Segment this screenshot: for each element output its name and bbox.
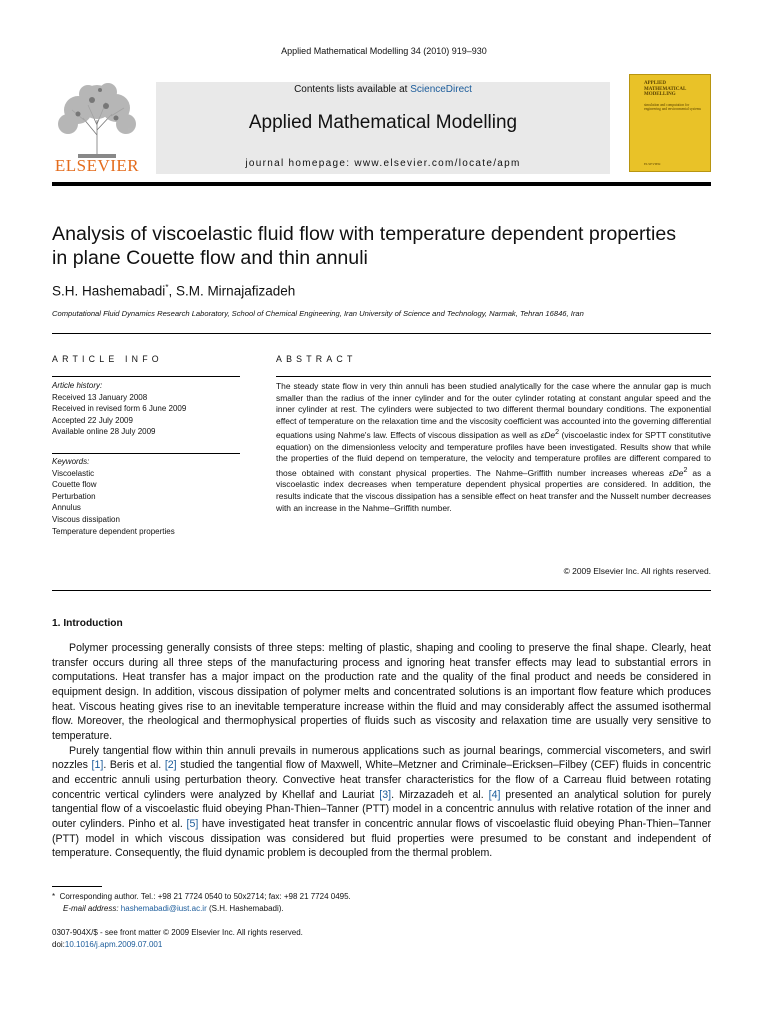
introduction-body — [52, 641, 711, 861]
footnote-text: Corresponding author. Tel.: +98 21 7724 0540 to 50x2714; fax: +98 21 7724 0495. — [59, 892, 351, 901]
symbol-eps-de: εDe — [540, 430, 556, 441]
citation-link[interactable]: [2] — [164, 759, 177, 772]
text-span: studied the tangential flow of Maxwell, White–Metzner and Criminale–Ericksen–Filbey (CEF) fluids in concentric and eccentric annuli using perturbation theory. Convective heat transfer characteristics for the flow of a Carreau fluid between rotating concentric vertical cylinders were analyzed by Khellaf and Lauriat — [52, 759, 711, 801]
text-span: have investigated heat transfer in concentric annular flows of viscoelastic fluid obeying Phan-Thien–Tanner (PTT) model in which viscous dissipation was considered but fluid properties were presumed to be constant and independent of temperature. Consequently, the fluid dynamic problem is decoupled from the thermal problem. — [52, 817, 711, 860]
abstract-bottom-divider — [52, 590, 711, 591]
text-span: Purely tangential flow within thin annuli prevails in numerous applications such as journal bearings, commercial viscometers, and swirl nozzles — [52, 744, 711, 772]
footnote — [52, 891, 711, 915]
keyword: Perturbation — [52, 491, 96, 501]
keyword: Couette flow — [52, 480, 97, 490]
footnote-divider — [52, 886, 102, 887]
front-matter — [52, 927, 711, 951]
journal-title: Applied Mathematical Modelling — [248, 112, 518, 133]
keyword: Viscous dissipation — [52, 514, 120, 524]
superscript: 2 — [555, 429, 560, 437]
doi-label: doi: — [52, 940, 65, 949]
footnote-corresponding — [52, 891, 711, 903]
keywords — [52, 456, 240, 537]
affiliation: Computational Fluid Dynamics Research Laboratory, School of Chemical Engineering, Iran University of Science and Technology, Narmak, Tehran 16846, Iran — [52, 309, 584, 318]
email-link[interactable]: hashemabadi@iust.ac.ir — [120, 904, 207, 913]
citation-link[interactable]: [1] — [91, 759, 104, 772]
corresponding-author-mark[interactable]: * — [165, 283, 169, 292]
author-2: , S.M. Mirnajafizadeh — [168, 283, 296, 299]
history-label: Article history: — [52, 381, 103, 390]
footnote-email-line — [52, 903, 711, 915]
affiliation-divider — [52, 333, 711, 334]
intro-paragraph-1: Polymer processing generally consists of three steps: melting of plastic, shaping and cooling to preserve the final shape. Clearly, heat transfer occurs during all three steps of the manufacturing process and ignoring heat transfer effects may lead to substantial errors in computations. Heat transfer has a major impact on the production rate and the quality of the final product and needs be considered in equipment design. In addition, viscous dissipation of polymer melts and concentrated solutions is an important flow feature which produces heat. Viscous heating gives rise to an inevitable temperature increase within the fluid and may considerably affect the assumed isothermal flow. Moreover, the rheological and thermophysical properties of fluids such as viscosity and relaxation time are usually very sensitive to temperature. — [52, 642, 711, 742]
keywords-label: Keywords: — [52, 457, 90, 466]
text-span: . Mirzazadeh et al. — [391, 788, 489, 801]
article-info-heading: ARTICLE INFO — [52, 354, 163, 364]
doi-link[interactable]: 10.1016/j.apm.2009.07.001 — [64, 940, 163, 949]
article-title-line2: in plane Couette flow and thin annuli — [52, 247, 368, 269]
doi-line — [52, 939, 711, 951]
abstract-part2: (viscoelastic index for SPTT constitutive equation) on the dimensionless velocity and temperature profiles have been investigated. Results show that while the properties of the fluid depend on temperature, the velocity and temperature profiles are different compared to those obtained with constant physical properties. The Nahme–Griffith number increases whereas — [276, 430, 711, 478]
article-history — [52, 380, 240, 438]
journal-cover-image — [629, 74, 711, 172]
contents-line — [156, 84, 610, 95]
abstract-text — [276, 381, 711, 514]
footnote-mark: * — [52, 892, 56, 901]
history-online: Available online 28 July 2009 — [52, 427, 156, 437]
email-label: E-mail address: — [63, 904, 121, 913]
keyword: Annulus — [52, 503, 81, 513]
issn-line: 0307-904X/$ - see front matter © 2009 Elsevier Inc. All rights reserved. — [52, 928, 303, 937]
cover-publisher: ELSEVIER — [644, 162, 661, 166]
keywords-divider — [52, 453, 240, 454]
journal-reference: Applied Mathematical Modelling 34 (2010) 919–930 — [281, 46, 487, 56]
symbol-eps-de: εDe — [668, 467, 684, 478]
cover-subtitle: simulation and computation for engineering and environmental systems — [644, 103, 701, 112]
keyword: Viscoelastic — [52, 468, 95, 478]
history-revised: Received in revised form 6 June 2009 — [52, 404, 187, 414]
abstract-part1: The steady state flow in very thin annuli has been studied analytically for the case where the annular gap is much smaller than the radius of the inner cylinder and for the outer cylinder rotating at constant angular speed and the inner cylinder at rest. The cylinders were subjected to two different thermal boundary conditions. The exponential effect of temperature on the relaxation time and the viscosity coefficient was accounted into the governing differential equations using Nahme's law. Effects of viscous dissipation as well as — [276, 381, 711, 441]
article-title — [52, 222, 722, 270]
text-span: . Beris et al. — [103, 759, 165, 772]
text-span: presented an analytical solution for purely tangential flow of a viscoelastic fluid obeying Phan-Thien–Tanner (PTT) model in a concentric annulus with relative rotation of the inner and outer cylinders. Pinho et al. — [52, 788, 711, 830]
abstract-copyright: © 2009 Elsevier Inc. All rights reserved. — [563, 566, 711, 576]
email-suffix: (S.H. Hashemabadi). — [206, 904, 284, 913]
history-received: Received 13 January 2008 — [52, 392, 148, 402]
info-divider — [52, 376, 240, 377]
article-title-line1: Analysis of viscoelastic fluid flow with temperature dependent properties — [52, 223, 677, 245]
abstract-divider — [276, 376, 711, 377]
author-1: S.H. Hashemabadi — [52, 283, 166, 299]
history-accepted: Accepted 22 July 2009 — [52, 415, 133, 425]
section-heading-introduction: 1. Introduction — [52, 618, 123, 629]
keyword: Temperature dependent properties — [52, 526, 175, 536]
journal-homepage[interactable]: journal homepage: www.elsevier.com/locate/apm — [245, 158, 521, 169]
abstract-part3: as a viscoelastic index decreases when temperature dependent physical properties are considered. In addition, the results indicate that the viscous dissipation has a sensible effect on heat transfer and the Nusselt number decreases with an increase in the Nahme–Griffith number. — [276, 467, 711, 513]
citation-link[interactable]: [5] — [186, 817, 199, 830]
sciencedirect-link[interactable]: ScienceDirect — [410, 84, 472, 95]
authors — [52, 283, 295, 299]
superscript: 2 — [683, 466, 688, 474]
cover-title: APPLIED MATHEMATICAL MODELLING — [644, 81, 687, 97]
abstract-heading: ABSTRACT — [276, 354, 357, 364]
contents-prefix: Contents lists available at — [294, 84, 411, 95]
header-divider — [52, 182, 711, 186]
publisher-name: ELSEVIER — [54, 156, 140, 175]
intro-paragraph-2 — [52, 744, 711, 861]
citation-link[interactable]: [3] — [379, 788, 392, 801]
citation-link[interactable]: [4] — [488, 788, 501, 801]
